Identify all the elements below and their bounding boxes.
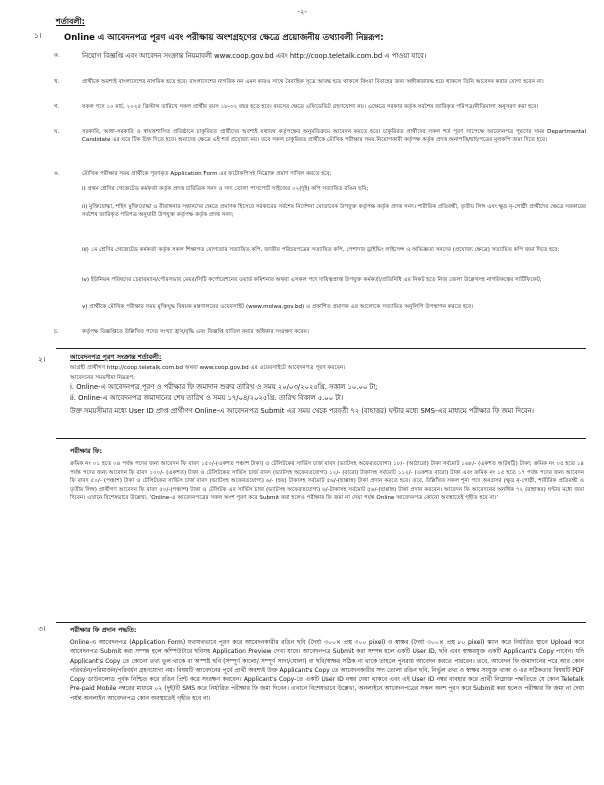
requirement-item: i) প্রথম শ্রেণির গেজেটেড কর্মকর্তা কর্তৃক প্রদত্ত চারিত্রিক সনদ ও সদ্য তোলা পাসপোর্ট সাইজের ০২(দুই) কপি সত্যায়িত রঙিন ছবি; — [82, 186, 369, 192]
paragraph: i. Online-এ আবেদনপত্র পূরণ ও পরীক্ষার ফি জমাদান শুরুর তারিখ ও সময় ২০/০৩/২০২৫খ্রি. সকাল ১০.০০ টা; — [70, 383, 378, 391]
payment-paragraph: Online-এ আবেদনপত্র (Application Form) যথাযথভাবে পূরণ করে আবেদনকারীর রঙিন ছবি (দৈর্ঘ্য ৩০০× প্রস্থ ৩০০ pixel) ও স্বাক্ষর (দৈর্ঘ্য ৩০০× প্রস্থ ৮০ pixel) স্ক্যান করে নির্ধারিত স্থানে Upload করে আবেদনপত্র Submit করা সম্পন্ন হলে কম্পিউটারে ছবিসহ Application Preview দেখা যাবে। আবেদনপত্র Submit করা সম্পন্ন হলে একটি User ID, ছবি এবং স্বাক্ষরযুক্ত একটি Applicant's Copy পাবেন। যদি Applicant's Copy তে কোনো তথ্য ভুল থাকে বা অস্পষ্ট ছবি (সম্পূর্ণ কালো/ সম্পূর্ণ সাদা/ঘোলা) বা ছবি/স্বাক্ষর সঠিক না থাকে তাহলে পুনরায় আবেদন করতে পারবেন। তবে, আবেদন ফি জমাদানের পরে আর কোন পরিবর্তন/পরিমার্জন/পরিবর্ধন গ্রহণযোগ্য নয়। বিষয়টি আবেদনের পূর্বে প্রার্থী অবশ্যই উক্ত Applicant's Copy তে আবেদনকারীর সদ্য তোলা রঙিন ছবি, নির্ভুল তথ্য ও স্বাক্ষর সংযুক্ত থাকা ও এর সঠিকতার বিষয়টি PDF Copy ডাউনলোড পূর্বক নিশ্চিত করে রঙিন প্রিন্ট করে সংরক্ষণ করবেন। Applicant's Copy-তে একটি User ID নম্বর দেয়া থাকবে এবং এই User ID নম্বর ব্যবহার করে প্রার্থী নিম্নোক্ত পদ্ধতিতে যে কোন Teletalk Pre-paid Mobile নম্বরের মাধ্যমে ০২ (দুই)টি SMS করে নির্ধারিত পরীক্ষার ফি জমা দিবেন। এখানে বিশেষভাবে উল্লেখ্য, অনলাইনে আবেদনপত্রের সকল অংশ পূরণ করে Submit করা হলেও পরীক্ষার ফি জমা না দেয়া পর্যন্ত অনলাইন আবেদনপত্র কোন অবস্থাতেই গৃহীত হবে না। — [70, 639, 584, 702]
section-2-title: আবেদনপত্র পূরণ সংক্রান্ত শর্তাবলী: — [70, 353, 162, 361]
section-3-number: ৩। — [38, 624, 46, 633]
requirement-item: iv) ইউনিয়ন পরিষদের চেয়ারম্যান/পৌরসভার মেয়র/সিটি কর্পোরেশনের ওয়ার্ড কমিশনার অথবা এসকল পদে দায়িত্বপ্রাপ্ত উপযুক্ত কর্মকর্তা/প্রতিনিধি এর নিকট হতে নিজ জেলা উল্লেখসহ নাগরিকত্বের সার্টিফিকেট; — [82, 277, 542, 283]
section-divider — [56, 438, 586, 439]
list-item — [54, 78, 586, 86]
list-item — [54, 103, 586, 111]
conditions-heading: শর্তাবলী: — [56, 17, 85, 26]
item-label: চ. — [54, 329, 59, 335]
list-item — [54, 170, 586, 178]
item-text: সকল পদে ১০ মার্চ, ২০২৫ খ্রিস্টাব্দ তারিখে সকল প্রার্থীর বয়স ১৮-৩২ বছর হতে হবে। বয়সের ক্ষেত্রে এফিডেভিট গ্রহণযোগ্য নয়। এক্ষেত্রে সরকার কর্তৃক সর্বশেষ জারিকৃত পরিপত্র/নীতিমালা অনুসরণ করা হবে। — [82, 104, 539, 110]
item-label: খ. — [54, 79, 60, 85]
section-divider — [56, 622, 586, 623]
fee-paragraph: ক্রমিক নং ০১ হতে ০৪ পর্যন্ত পদের জন্য আবেদন ফি বাবদ ১৫০/-(একশত পঞ্চাশ টাকা) ও টেলিটকের সার্ভিস চার্জ বাবদ (ভ্যাটসহ অফেরতযোগ্য) ১৮/- (আঠারো) টাকা সর্বমোট ১৬৮/- (একশত আটষট্টি) টাকা; ক্রমিক নং ০৫ হতে ১৪ পর্যন্ত পদের জন্য আবেদন ফি বাবদ ১০০/- (একশত) টাকা ও টেলিটকের সার্ভিস চার্জ বাবদ (ভ্যাটসহ অফেরতযোগ্য) ১২/- (বারো) টাকাসহ সর্বমোট ১১২/- (একশত বারো) টাকা এবং ক্রমিক নং ১৫ হতে ১৭ পর্যন্ত পদের জন্য আবেদন ফি বাবদ ৫০/- (পঞ্চাশ) টাকা ও টেলিটকের সার্ভিস চার্জ বাবদ (ভ্যাটসহ অফেরতযোগ্য) ৬/- (ছয়) টাকাসহ সর্বমোট ৫৬/-(ছাপ্পান্ন) টাকা প্রদান করতে হবে। তবে, উল্লিখিত সকল শূন্য পদে অনগ্রসর (ক্ষুদ্র নৃ-গোষ্ঠী, শারীরিক প্রতিবন্ধী ও তৃতীয় লিঙ্গ) প্রার্থীগণ আবেদন ফি বাবদ ৫০/-(পঞ্চাশ) টাকা ও টেলিটক এর সার্ভিস চার্জ (ভ্যাটসহ অফেরতযোগ্য) ৬/-টাকাসহ সর্বমোট ৫৬/-(ছাপ্পান্ন) টাকা প্রদান করবেন। আবেদন ফি আবেদনের অনধিক ৭২ (বাহাত্তর) ঘন্টার মধ্যে জমা দিবেন। এখানে বিশেষভাবে উল্লেখ্য, 'Online-এ আবেদনপত্রের সকল অংশ পূরণ করে Submit করা হলেও পরীক্ষার ফি জমা না দেয়া পর্যন্ত Online আবেদনপত্র কোনো অবস্থাতেই গৃহীত হবে না।' — [70, 461, 584, 502]
item-label: ঘ. — [54, 129, 60, 135]
item-label: গ. — [54, 104, 60, 110]
section-1-title: Online এ আবেদনপত্র পূরণ এবং পরীক্ষায় অংশগ্রহণের ক্ষেত্রে প্রয়োজনীয় তথ্যাবলী নিম্নরূপ: — [64, 33, 384, 43]
section-2-number: ২। — [38, 355, 46, 364]
list-item — [54, 128, 586, 144]
item-label: ঙ. — [54, 171, 60, 177]
requirement-item: iii) ১ম শ্রেণির গেজেটেড কর্মকর্তা কর্তৃক সকল শিক্ষাগত যোগ্যতার সত্যায়িত কপি, জাতীয় পরিচয়পত্রের সত্যায়িত কপি, পেশাদার ড্রাইভিং লাইসেন্স ও অভিজ্ঞতা সনদের (প্রযোজ্য ক্ষেত্রে) সত্যায়িত কপি জমা দিতে হবে; — [82, 247, 560, 253]
requirement-item: ii) মুক্তিযোদ্ধা, শহিদ মুক্তিযোদ্ধা ও বীরাঙ্গনার সন্তানদের ক্ষেত্রে প্রমাণক হিসেবে সরকারের সর্বশেষ নির্দেশনা মোতাবেক উপযুক্ত কর্তৃপক্ষ কর্তৃক প্রদত্ত সনদ। শারীরিক প্রতিবন্ধী, তৃতীয় লিঙ্গ এবং ক্ষুদ্র নৃ-গোষ্ঠী প্রার্থীদের ক্ষেত্রে সরকারের সর্বশেষ জারিকৃত পরিপত্র অনুযায়ী উপযুক্ত কর্তৃপক্ষ কর্তৃক প্রদত্ত সনদ; — [82, 204, 586, 219]
item-text: সরকারি, আধা-সরকারি ও স্বায়ত্তশাসিত প্রতিষ্ঠানে চাকুরিরত প্রার্থীদের অবশ্যই যথাযথ কর্তৃপক্ষের অনুমতিক্রমে আবেদন করতে হবে। চাকুরিরত প্রার্থীদের সকল শর্ত পূরণ সাপেক্ষে আবেদনপত্র পূরণের সময় Departmental Candidate এর ঘরে টিক চিহ্ন দিতে হবে। অন্যদের ক্ষেত্রে এই শর্ত প্রযোজ্য নয়। তবে সকল চাকুরিরত প্রার্থীকে মৌখিক পরীক্ষার সময় নিয়োগকারী কর্তৃপক্ষ কর্তৃক প্রদত্ত অনাপত্তি/ছাড়পত্রের মূলকপি জমা দিতে হবে। — [82, 129, 586, 144]
paragraph: আবেদনের সময়সীমা নিম্নরূপ: — [70, 375, 135, 381]
item-text: কর্তৃপক্ষ বিজ্ঞপ্তিতে উল্লিখিত পদের সংখ্যা হ্রাস/বৃদ্ধি এবং বিজ্ঞপ্তি বাতিল করার অধিকার সংরক্ষণ করেন। — [82, 329, 309, 335]
item-text: নিয়োগ বিজ্ঞপ্তি এবং আবেদন সংক্রান্ত নিয়মাবলী www.coop.gov.bd এবং http://coop.teletalk.com.bd এ পাওয়া যাবে। — [82, 52, 427, 60]
section-3-title: পরীক্ষার ফি প্রদান পদ্ধতি: — [70, 626, 137, 634]
list-item — [54, 52, 586, 60]
item-text: প্রার্থীকে অবশ্যই বাংলাদেশের নাগরিক হতে হবে। বাংলাদেশের নাগরিক নন এমন কারও সাথে বৈবাহিক সূত্রে আবদ্ধ হয়ে থাকলে কিংবা বিবাহের জন্য অঙ্গীকারাবদ্ধ হয়ে থাকলে তিনি আবেদন করার যোগ্য হবেন না। — [82, 79, 544, 85]
item-label: ক. — [54, 53, 60, 59]
page-number: -২- — [297, 8, 307, 16]
section-divider — [56, 348, 586, 349]
paragraph: উক্ত সময়সীমার মধ্যে User ID প্রাপ্ত প্রার্থীগণ Online-এ আবেদনপত্র Submit এর সময় থেকে পরবর্তী ৭২ (বাহাত্তর) ঘন্টার মধ্যে SMS-এর মাধ্যমে পরীক্ষার ফি জমা দিবেন। — [70, 407, 534, 415]
fee-title: পরীক্ষার ফি: — [70, 447, 103, 455]
item-text: মৌখিক পরীক্ষার সময় প্রার্থীকে পূরণকৃত Application Form এর ফটোকপিসহ নিম্নোক্ত প্রমাণ দাখিল করতে হবে: — [82, 171, 332, 177]
paragraph: ii. Online-এ আবেদনপত্র জমাদানের শেষ তারিখ ও সময় ১৭/০৪/২০২৫খ্রি. তারিখ বিকাল ৫.০০ টা। — [70, 394, 344, 402]
list-item — [54, 328, 586, 336]
section-1-number: ১। — [34, 31, 42, 40]
paragraph: আগ্রহী প্রার্থীগণ http://coop.teletalk.com.bd অথবা www.coop.gov.bd এর ওয়েবসাইটে আবেদনপত্র পূরণ করবেন। — [70, 365, 346, 371]
requirement-item: v) প্রার্থীকে মৌখিক পরীক্ষার সময় মুক্তিযুদ্ধ বিষয়ক মন্ত্রণালয়ের ওয়েবসাইট (www.molwa.gov.bd) এ প্রকাশিত প্রমাণক এর আলোকে সত্যায়িত অনুলিপি উপস্থাপন করতে হবে। — [82, 304, 474, 310]
